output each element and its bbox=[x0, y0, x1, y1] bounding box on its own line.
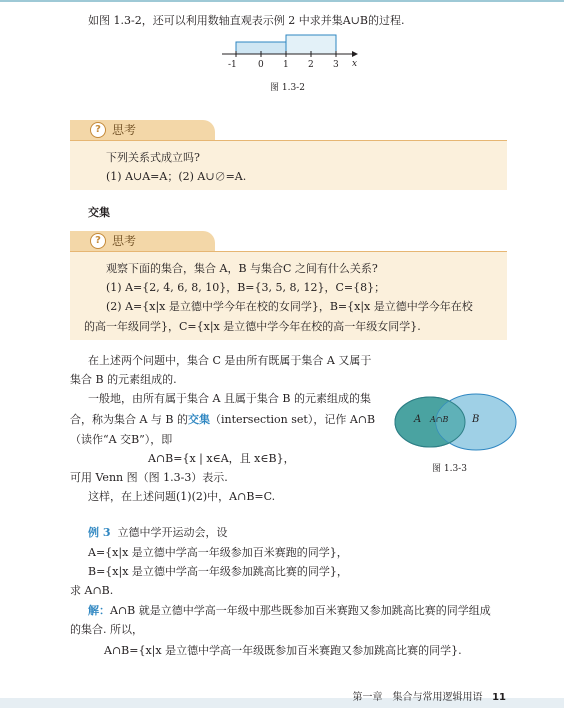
paragraph-3: 可用 Venn 图（图 1.3-3）表示. bbox=[70, 471, 228, 484]
top-border bbox=[0, 0, 564, 2]
venn-label-b: B bbox=[472, 414, 480, 425]
paragraph-1b: 集合 B 的元素组成的. bbox=[70, 373, 177, 386]
paragraph-4: 这样，在上述问题(1)(2)中，A∩B=C. bbox=[88, 490, 276, 503]
term-intersection: 交集 bbox=[188, 413, 211, 426]
axis-arrow bbox=[352, 51, 358, 57]
think2-line-3: 的高一年级同学}，C={x|x 是立德中学今年在校的高一年级女同学}. bbox=[84, 320, 421, 333]
tick-label: -1 bbox=[228, 60, 237, 70]
tick-label: 1 bbox=[283, 60, 289, 70]
page-footer bbox=[353, 688, 506, 703]
footer-chapter: 第一章 集合与常用逻辑用语 bbox=[352, 692, 483, 703]
paragraph-1a: 在上述两个问题中，集合 C 是由所有既属于集合 A 又属于 bbox=[88, 354, 372, 367]
paragraph-2b-post: （intersection set），记作 A∩B bbox=[210, 413, 376, 426]
think-label: 思考 bbox=[112, 234, 137, 248]
tick-label: 3 bbox=[333, 60, 339, 70]
question-icon: ? bbox=[90, 122, 106, 138]
paragraph-2c: （读作“A 交B”），即 bbox=[70, 433, 173, 446]
think-header-1 bbox=[70, 120, 215, 140]
venn-label-a: A bbox=[414, 414, 422, 425]
tick-label: 0 bbox=[258, 60, 264, 70]
solution-line-3: A∩B={x|x 是立德中学高一年级既参加百米赛跑又参加跳高比赛的同学}. bbox=[104, 644, 462, 657]
intro-line: 如图 1.3-2，还可以利用数轴直观表示例 2 中求并集A∪B的过程. bbox=[88, 14, 405, 27]
think2-question: 观察下面的集合，集合 A，B 与集合C 之间有什么关系? bbox=[106, 262, 378, 275]
example-title: 立德中学开运动会，设 bbox=[117, 526, 228, 539]
figure-caption: 图 1.3-3 bbox=[432, 464, 467, 474]
page-number: 11 bbox=[492, 692, 506, 703]
solution-label: 解： bbox=[88, 604, 110, 617]
definition-formula: A∩B={x | x∈A，且 x∈B}， bbox=[148, 452, 295, 465]
example-set-b: B={x|x 是立德中学高一年级参加跳高比赛的同学}， bbox=[88, 565, 348, 578]
question-icon: ? bbox=[90, 233, 106, 249]
think1-items: (1) A∪A=A；(2) A∪∅=A. bbox=[106, 170, 247, 183]
paragraph-2b-pre: 合，称为集合 A 与 B 的 bbox=[70, 413, 189, 426]
paragraph-2a: 一般地，由所有属于集合 A 且属于集合 B 的元素组成的集 bbox=[88, 392, 372, 405]
example-label: 例 3 bbox=[88, 526, 111, 539]
think1-question: 下列关系式成立吗? bbox=[106, 151, 200, 164]
axis-variable: x bbox=[352, 59, 358, 69]
solution-line-2: 的集合. 所以， bbox=[70, 623, 143, 636]
think-label: 思考 bbox=[112, 123, 137, 137]
solution-text: A∩B 就是立德中学高一年级中那些既参加百米赛跑又参加跳高比赛的同学组成 bbox=[110, 604, 491, 617]
section-title: 交集 bbox=[88, 206, 110, 219]
number-line-figure bbox=[220, 32, 370, 74]
think2-line-2: (2) A={x|x 是立德中学今年在校的女同学}，B={x|x 是立德中学今年在校 bbox=[106, 300, 473, 313]
paragraph-2b bbox=[70, 413, 375, 427]
venn-label-intersection: A∩B bbox=[430, 415, 449, 424]
think2-line-1: (1) A={2, 4, 6, 8, 10}，B={3, 5, 8, 12}，C={8}； bbox=[106, 281, 386, 294]
example-set-a: A={x|x 是立德中学高一年级参加百米赛跑的同学}， bbox=[88, 546, 348, 559]
tick-label: 2 bbox=[308, 60, 314, 70]
think-header-2 bbox=[70, 231, 215, 251]
solution-line-1 bbox=[88, 604, 491, 618]
example-ask: 求 A∩B. bbox=[70, 584, 114, 597]
example-heading bbox=[88, 526, 227, 540]
figure-caption: 图 1.3-2 bbox=[270, 83, 305, 93]
venn-diagram bbox=[392, 392, 518, 454]
